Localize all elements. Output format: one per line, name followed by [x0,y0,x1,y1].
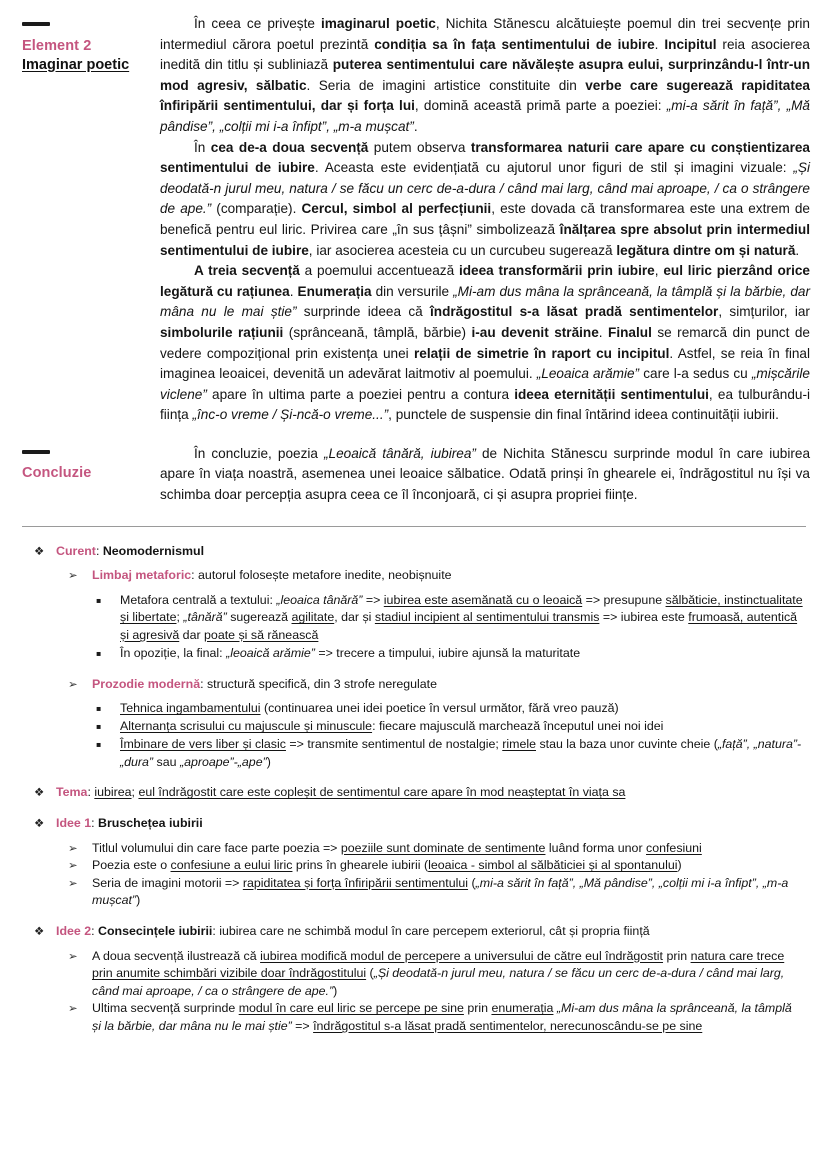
outline-item-level-2 [68,1000,804,1035]
section-gutter [0,14,160,74]
arrow-bullet-icon: ➢ [68,840,78,855]
outline-item-text: Seria de imagini motorii => rapiditatea și forța înfiripării sentimentului („mi-a sărit în față”, „Mă pândise”, „colții mi i-a înfipt”, „m-a mușcat”) [92,875,789,908]
outline-item-level-3 [96,645,804,663]
outline-item-text: Ultima secvență surprinde modul în care eul liric se percepe pe sine prin enumerația „Mi-am dus mâna la sprânceană, la tâmplă și la bărbie, dar mâna nu le mai știe” => îndrăgostitul s-a lăsat pradă sentimentelor, nerecunoscându-se pe sine [92,1001,792,1033]
outline-item-text: A doua secvență ilustrează că iubirea modifică modul de percepere a universului de către eul îndrăgostit prin natura care trece prin anumite schimbări vizibile doar îndrăgostitului („Și deodată-n jurul meu, natura / se făcu un cerc de-a-dura / când mai larg, când mai aproape, / ca o strângere de ape.”) [92,948,785,998]
outline-spacer [34,771,804,784]
outline-item-text: Idee 2: Consecințele iubirii: iubirea care ne schimbă modul în care percepem exteriorul, cât și propria ființă [56,923,650,938]
outline-spacer [34,663,804,676]
outline-item-level-2 [68,875,804,910]
outline-item-text: Metafora centrală a textului: „leoaica tânără” => iubirea este asemănată cu o leoaică => presupune sălbăticie, instinctualitate și libertate; „tânără” sugerează agilitate, dar și stadiul incipient al sentimentului transmis => iubirea este frumoasă, autentică și agresivă dar poate și să rănească [120,592,803,643]
outline-item-text: În opoziție, la final: „leoaică arămie” => trecere a timpului, iubire ajunsă la maturitate [120,645,581,660]
outline-item-level-2 [68,567,804,585]
outline-item-level-1 [34,543,804,561]
essay-body-concluzie [160,444,828,506]
paragraph: În concluzie, poezia „Leoaică tânără, iubirea” de Nichita Stănescu surprinde modul în care iubirea apare în viața noastră, asemenea unei leoaice sălbatice. Odată prinși în ghearele ei, îndrăgostitul nu își va schimba doar percepția asupra ceea ce îl înconjoară, ci și asupra propriei ființe. [160,445,810,503]
diamond-bullet-icon: ❖ [34,923,45,938]
outline-spacer [34,802,804,815]
outline-item-text: Poezia este o confesiune a eului liric prins în ghearele iubirii (leoaica - simbol al sălbăticiei și al spontanului) [92,858,682,873]
diamond-bullet-icon: ❖ [34,816,45,830]
outline-spacer [34,833,804,840]
square-bullet-icon: ▪ [96,722,102,732]
section-kicker: Concluzie [22,464,92,481]
outline-item-text: Alternanța scrisului cu majuscule și minuscule: fiecare majusculă marchează începutul unei noi idei [120,719,664,734]
outline-item-level-2 [68,948,804,1001]
section-subtitle: Imaginar poetic [22,56,130,73]
diamond-bullet-icon: ❖ [34,543,45,558]
outline-spacer [34,941,804,948]
essay-section-concluzie [0,444,828,506]
outline-item-level-2 [68,857,804,875]
outline-item-level-3 [96,592,804,645]
arrow-bullet-icon: ➢ [68,858,78,873]
notes-outline [0,527,828,1036]
arrow-bullet-icon: ➢ [68,676,78,691]
essay-body-element-2 [160,14,828,426]
square-bullet-icon: ▪ [96,740,102,750]
outline-item-level-1 [34,923,804,941]
outline-item-level-2 [68,840,804,858]
outline-item-text: Limbaj metaforic: autorul folosește metafore inedite, neobișnuite [92,568,452,583]
paragraph: În ceea ce privește imaginarul poetic, Nichita Stănescu alcătuiește poemul din trei secvențe prin intermediul cărora poetul prezintă condiția sa în fața sentimentului de iubire. Incipitul reia asocierea inedită din titlu și subliniază puterea sentimentului care năvălește asupra eului, surprinzându-l într-un mod agresiv, sălbatic. Seria de imagini artistice constituite din verbe care sugerează rapiditatea înfiripării sentimentului, dar și forța lui, domină această primă parte a poeziei: „mi-a sărit în față”, „Mă pândise”, „colții mi i-a înfipt”, „m-a mușcat”. [160,16,810,134]
paragraph: În cea de-a doua secvență putem observa transformarea naturii care apare cu conștientizarea sentimentului de iubire. Aceasta este evidențiată cu ajutorul unor figuri de stil și imagini vizuale: „Și deodată-n jurul meu, natura / se făcu un cerc de-a-dura / când mai larg, când mai aproape, / ca o strângere de ape.” (comparație). Cercul, simbol al perfecțiunii, este dovada că transformarea este una extrem de benefică pentru eul liric. Privirea care „în sus țâșni” simbolizează înălțarea spre absolut prin intermediul sentimentului de iubire, iar asocierea acesteia cu un curcubeu sugerează legătura dintre om și natură. [160,139,810,258]
square-bullet-icon: ▪ [96,704,102,714]
diamond-bullet-icon: ❖ [34,785,45,800]
outline-item-text: Curent: Neomodernismul [56,543,205,558]
outline-item-text: Idee 1: Bruschețea iubirii [56,816,203,830]
outline-item-level-3 [96,700,804,718]
arrow-bullet-icon: ➢ [68,568,78,583]
outline-spacer [34,560,804,567]
paragraph: A treia secvență a poemului accentuează ideea transformării prin iubire, eul liric pierzând orice legătură cu rațiunea. Enumerația din versurile „Mi-am dus mâna la sprânceană, la tâmplă și la bărbie, dar mâna nu le mai știe” surprinde ideea că îndrăgostitul s-a lăsat pradă sentimentelor, simțurilor, iar simbolurile rațiunii (sprânceană, tâmplă, bărbie) i-au devenit străine. Finalul se remarcă din punct de vedere compozițional prin existența unei relații de simetrie în raport cu incipitul. Astfel, se reia în final imaginea leoaicei, devenită un adevărat laitmotiv al poemului. „Leoaica arămie” care l-a sedus cu „mișcările viclene” apare în ultima parte a poeziei pentru a contura ideea eternității sentimentului, ea tulburându-i ființa „înc-o vreme / Și-ncă-o vreme...”, punctele de suspensie din final întărind ideea continuității iubirii. [160,263,811,423]
section-dash-icon [22,450,50,454]
outline-item-text: Titlul volumului din care face parte poezia => poeziile sunt dominate de sentimente luând forma unor confesiuni [92,840,702,855]
arrow-bullet-icon: ➢ [68,948,78,963]
outline-spacer [34,910,804,923]
outline-spacer [34,693,804,700]
arrow-bullet-icon: ➢ [68,875,78,890]
section-kicker: Element 2 [22,38,92,54]
outline-item-level-2 [68,676,804,694]
square-bullet-icon: ▪ [96,648,102,658]
essay-section-element-2 [0,0,828,426]
section-gutter [0,444,160,483]
outline-item-text: Îmbinare de vers liber și clasic => transmite sentimentul de nostalgie; rimele stau la baza unor cuvinte cheie („față”, „natura”-„dura” sau „aproape”-„ape”) [120,737,802,769]
outline-item-level-3 [96,718,804,736]
arrow-bullet-icon: ➢ [68,1001,78,1016]
section-dash-icon [22,22,50,26]
outline-item-text: Tehnica ingambamentului (continuarea unei idei poetice în versul următor, fără vreo pauză) [120,701,619,716]
outline-item-level-3 [96,736,804,771]
outline-item-level-1 [34,815,804,833]
outline-item-text: Tema: iubirea; eul îndrăgostit care este copleșit de sentimentul care apare în mod neașteptat în viața sa [56,785,626,800]
square-bullet-icon: ▪ [96,595,102,605]
outline-spacer [34,585,804,592]
outline-item-text: Prozodie modernă: structură specifică, din 3 strofe neregulate [92,676,438,691]
outline-item-level-1 [34,784,804,802]
